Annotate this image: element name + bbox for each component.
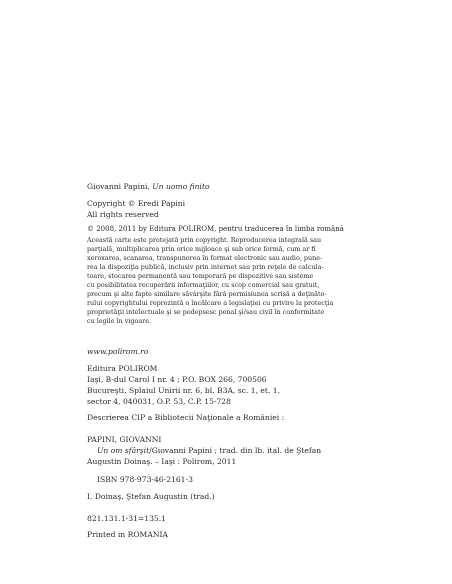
legal-line: parţială, multiplicarea prin orice mijloace şi sub orice formă, cum ar fi [87,245,316,253]
cip-author: PAPINI, GIOVANNI [87,435,162,444]
cip-title-line [87,445,387,456]
address-line: sector 4, 040031, O.P. 53, C.P. 15-728 [87,397,231,406]
legal-line: rea la dispoziţia publică, inclusiv prin internet sau prin reţele de calcula- [87,263,324,271]
address-line: Bucureşti, Splaiul Unirii nr. 6, bl. B3A, sc. 1, et. 1, [87,386,281,395]
translator-entry: I. Doinaş, Ştefan Augustin (trad.) [87,492,215,501]
legal-paragraph [87,236,387,326]
legal-line: cu posibilitatea recuperării informaţiilor, cu scop comercial sau gratuit, [87,281,320,289]
address-line: Iaşi, B-dul Carol I nr. 4 ; P.O. BOX 266, 700506 [87,375,267,384]
legal-line: precum şi alte fapte similare săvârşite fără permisiunea scrisă a deţinăto- [87,290,327,298]
publisher-address [87,363,387,407]
legal-line: rului copyrightului reprezintă o încălcare a legislaţiei cu privire la protecţia [87,299,334,307]
cip-title-rest: /Giovanni Papini ; trad. din lb. ital. de Ştefan [149,446,322,455]
copyright-block [87,198,387,220]
publisher-website: www.polirom.ro [87,347,149,356]
rights-reserved: All rights reserved [87,210,159,219]
address-line: Editura POLIROM [87,364,158,373]
copyright-holder: Copyright © Eredi Papini [87,199,186,208]
cip-title: Un om sfârşit [97,446,150,455]
printed-in: Printed in ROMANIA [87,530,168,539]
classification-number: 821.131.1-31=135.1 [87,514,166,523]
author-name: Giovanni Papini, [87,182,153,191]
cip-publication-line: Augustin Doinaş. – Iaşi : Polirom, 2011 [87,457,237,466]
legal-line: cu legile în vigoare. [87,317,152,325]
publisher-notice: © 2008, 2011 by Editura POLIROM, pentru traducerea în limba română [87,225,344,233]
original-title: Un uomo finito [152,182,210,191]
cip-entry [87,445,387,467]
isbn: ISBN 978-973-46-2161-3 [97,475,193,484]
legal-line: toare, stocarea permanentă sau temporară pe dispozitive sau sisteme [87,272,314,280]
cip-heading: Descrierea CIP a Bibliotecii Naţionale a României : [87,413,285,422]
legal-line: proprietăţii intelectuale şi se pedepsesc penal şi/sau civil în conformitate [87,308,325,316]
legal-line: Această carte este protejată prin copyright. Reproducerea integrală sau [87,236,322,244]
author-title-line [87,181,387,192]
legal-line: xeroxarea, scanarea, transpunerea în format electronic sau audio, pune- [87,254,323,262]
